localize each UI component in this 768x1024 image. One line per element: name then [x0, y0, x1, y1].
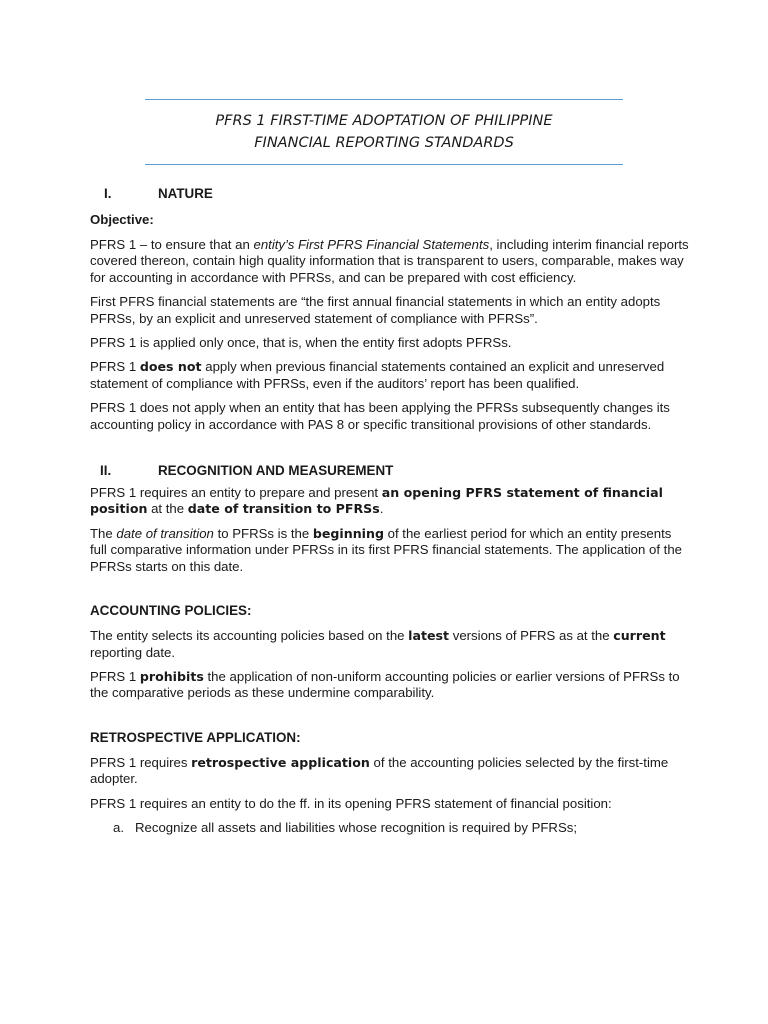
text: The entity selects its accounting policies based on the [90, 628, 409, 644]
document-title [145, 110, 623, 154]
section-heading-recognition [90, 462, 690, 480]
bold-text: latest [408, 628, 450, 644]
text: apply when previous financial statements contained an explicit and unreserved statement of compliance with PFRSs, even if the auditors’ report has been qualified. [90, 359, 665, 391]
bold-text: an opening PFRS statement of financial position [90, 485, 663, 517]
paragraph: PFRS 1 is applied only once, that is, when the entity first adopts PFRSs. [90, 335, 512, 351]
paragraph [90, 628, 690, 661]
paragraph: PFRS 1 requires an entity to do the ff. in its opening PFRS statement of financial position: [90, 795, 612, 811]
text: PFRS 1 requires [90, 754, 192, 770]
text: of the earliest period for which an entity presents full comparative information under PFRSs in its first PFRS financial statements. The application of the PFRSs starts on this date. [90, 525, 682, 574]
list-item [90, 820, 690, 836]
bold-text: beginning [312, 525, 384, 541]
text: PFRS 1 requires an entity to prepare and present [90, 485, 382, 501]
objective-label: Objective: [90, 212, 154, 227]
text: of the accounting policies selected by the first-time adopter. [90, 754, 669, 787]
text: PFRS 1 [90, 668, 140, 684]
section-number: I. [104, 186, 112, 201]
bold-text: retrospective application [191, 754, 370, 770]
text: PFRS 1 – to ensure that an [90, 237, 254, 252]
paragraph [90, 485, 690, 518]
title-top-rule [145, 99, 623, 100]
text: to PFRSs is the [213, 525, 313, 541]
bold-text: prohibits [139, 668, 204, 684]
title-line-1: PFRS 1 FIRST-TIME ADOPTATION OF PHILIPPINE [215, 113, 553, 129]
section-heading-nature [90, 185, 690, 203]
paragraph: PFRS 1 does not apply when an entity that has been applying the PFRSs subsequently changes its accounting policy in accordance with PAS 8 or specific transitional provisions of other standards. [90, 400, 670, 432]
section-title: NATURE [158, 186, 213, 201]
text: the application of non-uniform accounting policies or earlier versions of PFRSs to the comparative periods as these undermine comparability. [90, 668, 680, 701]
text: at the [147, 501, 188, 517]
paragraph [90, 755, 690, 788]
italic-text: entity’s First PFRS Financial Statements [253, 237, 490, 252]
document-body [90, 185, 690, 836]
paragraph: First PFRS financial statements are “the first annual financial statements in which an entity adopts PFRSs, by an explicit and unreserved statement of compliance with PFRSs”. [90, 294, 661, 326]
text: . [379, 501, 384, 517]
bold-text: does not [139, 359, 202, 375]
title-bottom-rule [145, 164, 623, 165]
text: PFRS 1 [90, 359, 140, 375]
section-title: RECOGNITION AND MEASUREMENT [158, 463, 394, 479]
text: , including interim financial reports covered thereon, contain high quality information that is transparent to users, comparable, makes way for accounting in accordance with PFRSs, and can be prepared with cost efficiency. [90, 237, 689, 285]
paragraph [90, 359, 690, 392]
section-number: II. [100, 463, 112, 479]
text: The [90, 525, 117, 541]
title-line-2: FINANCIAL REPORTING STANDARDS [254, 135, 514, 151]
bold-text: date of transition to PFRSs [187, 501, 380, 517]
paragraph [90, 669, 690, 702]
paragraph [90, 237, 690, 286]
italic-text: date of transition [116, 525, 214, 541]
text: reporting date. [90, 644, 176, 660]
subsection-heading-accounting-policies: ACCOUNTING POLICIES: [90, 603, 252, 619]
paragraph [90, 526, 690, 575]
text: versions of PFRS as at the [449, 628, 614, 644]
list-marker: a. [113, 819, 124, 835]
list-item-text: Recognize all assets and liabilities whose recognition is required by PFRSs; [135, 819, 578, 835]
bold-text: current [613, 628, 666, 644]
subsection-heading-retrospective: RETROSPECTIVE APPLICATION: [90, 729, 301, 745]
